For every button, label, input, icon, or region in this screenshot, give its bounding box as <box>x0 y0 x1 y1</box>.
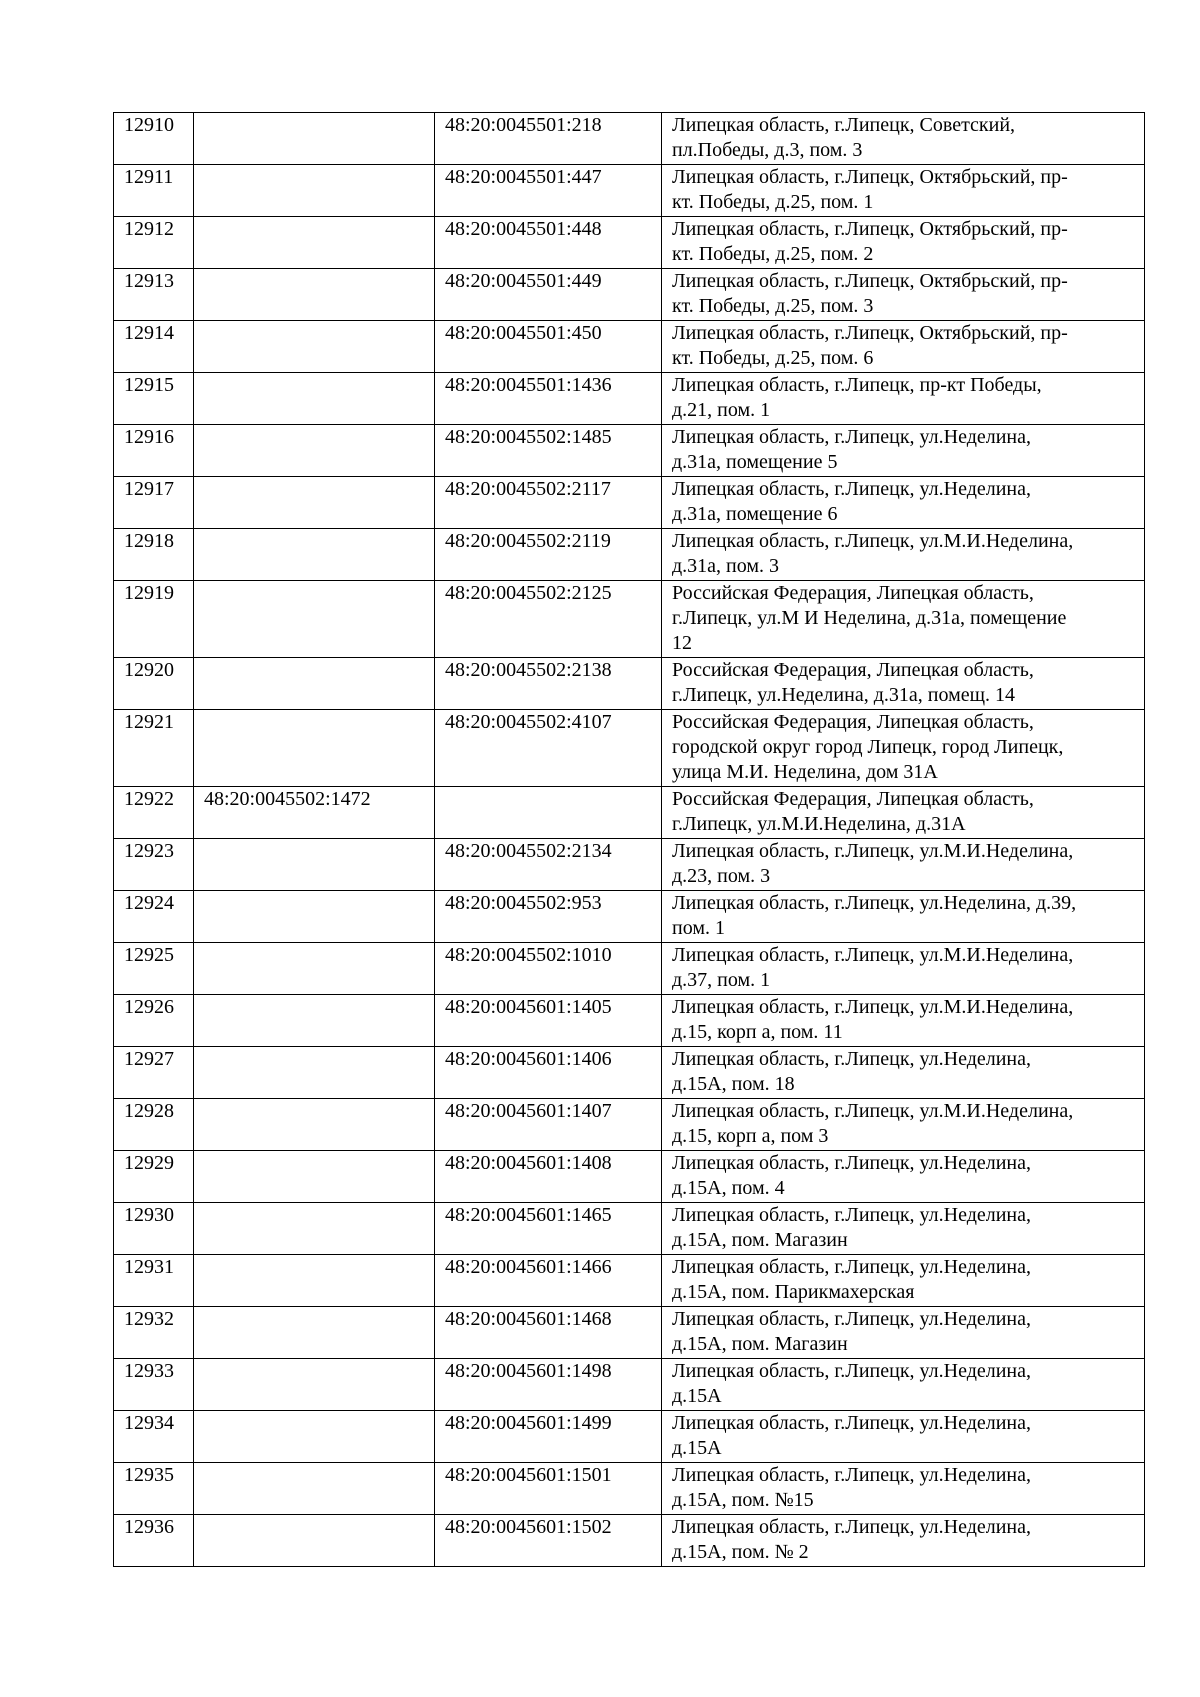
land-cadastral-number-cell: 48:20:0045502:1472 <box>194 787 435 839</box>
row-number-cell: 12913 <box>114 269 194 321</box>
table-row <box>114 269 1145 321</box>
object-cadastral-number-cell: 48:20:0045601:1466 <box>435 1255 662 1307</box>
cadastral-registry-table <box>113 112 1145 1567</box>
object-cadastral-number-cell: 48:20:0045601:1407 <box>435 1099 662 1151</box>
address-cell: Липецкая область, г.Липецк, ул.Неделина, д.15А <box>662 1359 1145 1411</box>
row-number-cell: 12916 <box>114 425 194 477</box>
land-cadastral-number-cell <box>194 581 435 658</box>
object-cadastral-number-cell: 48:20:0045501:448 <box>435 217 662 269</box>
land-cadastral-number-cell <box>194 1099 435 1151</box>
table-row <box>114 995 1145 1047</box>
land-cadastral-number-cell <box>194 165 435 217</box>
table-row <box>114 477 1145 529</box>
object-cadastral-number-cell: 48:20:0045501:447 <box>435 165 662 217</box>
object-cadastral-number-cell: 48:20:0045601:1465 <box>435 1203 662 1255</box>
row-number-cell: 12918 <box>114 529 194 581</box>
object-cadastral-number-cell: 48:20:0045502:2119 <box>435 529 662 581</box>
row-number-cell: 12930 <box>114 1203 194 1255</box>
table-row <box>114 1463 1145 1515</box>
row-number-cell: 12924 <box>114 891 194 943</box>
object-cadastral-number-cell: 48:20:0045501:1436 <box>435 373 662 425</box>
address-cell: Российская Федерация, Липецкая область, г.Липецк, ул.М И Неделина, д.31а, помещение 12 <box>662 581 1145 658</box>
land-cadastral-number-cell <box>194 839 435 891</box>
address-cell: Липецкая область, г.Липецк, ул.М.И.Неделина, д.31а, пом. 3 <box>662 529 1145 581</box>
object-cadastral-number-cell: 48:20:0045601:1499 <box>435 1411 662 1463</box>
table-row <box>114 710 1145 787</box>
row-number-cell: 12923 <box>114 839 194 891</box>
row-number-cell: 12920 <box>114 658 194 710</box>
address-cell: Липецкая область, г.Липецк, ул.Неделина, д.39, пом. 1 <box>662 891 1145 943</box>
land-cadastral-number-cell <box>194 269 435 321</box>
object-cadastral-number-cell: 48:20:0045601:1468 <box>435 1307 662 1359</box>
object-cadastral-number-cell: 48:20:0045502:2125 <box>435 581 662 658</box>
table-row <box>114 943 1145 995</box>
table-row <box>114 321 1145 373</box>
address-cell: Липецкая область, г.Липецк, ул.М.И.Неделина, д.37, пом. 1 <box>662 943 1145 995</box>
table-row <box>114 373 1145 425</box>
row-number-cell: 12936 <box>114 1515 194 1567</box>
table-row <box>114 581 1145 658</box>
row-number-cell: 12919 <box>114 581 194 658</box>
address-cell: Липецкая область, г.Липецк, Октябрьский, пр- кт. Победы, д.25, пом. 1 <box>662 165 1145 217</box>
address-cell: Липецкая область, г.Липецк, Октябрьский, пр- кт. Победы, д.25, пом. 6 <box>662 321 1145 373</box>
table-row <box>114 425 1145 477</box>
table-row <box>114 165 1145 217</box>
address-cell: Липецкая область, г.Липецк, ул.Неделина, д.15А, пом. № 2 <box>662 1515 1145 1567</box>
row-number-cell: 12914 <box>114 321 194 373</box>
table-row <box>114 217 1145 269</box>
land-cadastral-number-cell <box>194 1203 435 1255</box>
address-cell: Липецкая область, г.Липецк, ул.Неделина, д.15А, пом. Магазин <box>662 1203 1145 1255</box>
land-cadastral-number-cell <box>194 710 435 787</box>
object-cadastral-number-cell: 48:20:0045502:1485 <box>435 425 662 477</box>
table-row <box>114 839 1145 891</box>
address-cell: Липецкая область, г.Липецк, ул.М.И.Неделина, д.15, корп а, пом. 11 <box>662 995 1145 1047</box>
row-number-cell: 12928 <box>114 1099 194 1151</box>
land-cadastral-number-cell <box>194 373 435 425</box>
row-number-cell: 12915 <box>114 373 194 425</box>
land-cadastral-number-cell <box>194 1307 435 1359</box>
row-number-cell: 12922 <box>114 787 194 839</box>
address-cell: Липецкая область, г.Липецк, Советский, пл.Победы, д.3, пом. 3 <box>662 113 1145 165</box>
land-cadastral-number-cell <box>194 1151 435 1203</box>
object-cadastral-number-cell: 48:20:0045502:2117 <box>435 477 662 529</box>
table-body <box>114 113 1145 1567</box>
object-cadastral-number-cell: 48:20:0045502:2138 <box>435 658 662 710</box>
address-cell: Липецкая область, г.Липецк, пр-кт Победы, д.21, пом. 1 <box>662 373 1145 425</box>
land-cadastral-number-cell <box>194 1359 435 1411</box>
row-number-cell: 12931 <box>114 1255 194 1307</box>
address-cell: Липецкая область, г.Липецк, ул.М.И.Неделина, д.15, корп а, пом 3 <box>662 1099 1145 1151</box>
object-cadastral-number-cell: 48:20:0045502:2134 <box>435 839 662 891</box>
table-row <box>114 1151 1145 1203</box>
address-cell: Липецкая область, г.Липецк, ул.Неделина, д.31а, помещение 6 <box>662 477 1145 529</box>
land-cadastral-number-cell <box>194 1463 435 1515</box>
table-row <box>114 1203 1145 1255</box>
land-cadastral-number-cell <box>194 1255 435 1307</box>
land-cadastral-number-cell <box>194 943 435 995</box>
row-number-cell: 12921 <box>114 710 194 787</box>
row-number-cell: 12912 <box>114 217 194 269</box>
object-cadastral-number-cell: 48:20:0045601:1502 <box>435 1515 662 1567</box>
land-cadastral-number-cell <box>194 995 435 1047</box>
table-row <box>114 1255 1145 1307</box>
address-cell: Липецкая область, г.Липецк, Октябрьский, пр- кт. Победы, д.25, пом. 3 <box>662 269 1145 321</box>
row-number-cell: 12926 <box>114 995 194 1047</box>
land-cadastral-number-cell <box>194 1411 435 1463</box>
table-row <box>114 891 1145 943</box>
land-cadastral-number-cell <box>194 658 435 710</box>
address-cell: Липецкая область, г.Липецк, ул.Неделина, д.15А, пом. Парикмахерская <box>662 1255 1145 1307</box>
row-number-cell: 12927 <box>114 1047 194 1099</box>
address-cell: Российская Федерация, Липецкая область, городской округ город Липецк, город Липецк, улица М.И. Неделина, дом 31А <box>662 710 1145 787</box>
table-row <box>114 529 1145 581</box>
address-cell: Липецкая область, г.Липецк, ул.Неделина, д.31а, помещение 5 <box>662 425 1145 477</box>
object-cadastral-number-cell: 48:20:0045502:4107 <box>435 710 662 787</box>
land-cadastral-number-cell <box>194 477 435 529</box>
land-cadastral-number-cell <box>194 529 435 581</box>
object-cadastral-number-cell: 48:20:0045601:1406 <box>435 1047 662 1099</box>
row-number-cell: 12935 <box>114 1463 194 1515</box>
row-number-cell: 12932 <box>114 1307 194 1359</box>
land-cadastral-number-cell <box>194 1515 435 1567</box>
object-cadastral-number-cell: 48:20:0045601:1405 <box>435 995 662 1047</box>
table-row <box>114 1099 1145 1151</box>
row-number-cell: 12925 <box>114 943 194 995</box>
object-cadastral-number-cell <box>435 787 662 839</box>
address-cell: Российская Федерация, Липецкая область, г.Липецк, ул.М.И.Неделина, д.31А <box>662 787 1145 839</box>
address-cell: Липецкая область, г.Липецк, ул.М.И.Неделина, д.23, пом. 3 <box>662 839 1145 891</box>
table-row <box>114 1411 1145 1463</box>
object-cadastral-number-cell: 48:20:0045501:449 <box>435 269 662 321</box>
row-number-cell: 12911 <box>114 165 194 217</box>
object-cadastral-number-cell: 48:20:0045601:1498 <box>435 1359 662 1411</box>
table-row <box>114 787 1145 839</box>
table-row <box>114 658 1145 710</box>
table-row <box>114 1047 1145 1099</box>
land-cadastral-number-cell <box>194 891 435 943</box>
object-cadastral-number-cell: 48:20:0045601:1501 <box>435 1463 662 1515</box>
land-cadastral-number-cell <box>194 425 435 477</box>
table-row <box>114 1515 1145 1567</box>
address-cell: Липецкая область, г.Липецк, ул.Неделина, д.15А, пом. 4 <box>662 1151 1145 1203</box>
table-row <box>114 113 1145 165</box>
object-cadastral-number-cell: 48:20:0045502:953 <box>435 891 662 943</box>
row-number-cell: 12933 <box>114 1359 194 1411</box>
address-cell: Липецкая область, г.Липецк, ул.Неделина, д.15А, пом. Магазин <box>662 1307 1145 1359</box>
object-cadastral-number-cell: 48:20:0045601:1408 <box>435 1151 662 1203</box>
land-cadastral-number-cell <box>194 1047 435 1099</box>
row-number-cell: 12910 <box>114 113 194 165</box>
address-cell: Липецкая область, г.Липецк, ул.Неделина, д.15А, пом. №15 <box>662 1463 1145 1515</box>
address-cell: Липецкая область, г.Липецк, Октябрьский, пр- кт. Победы, д.25, пом. 2 <box>662 217 1145 269</box>
table-row <box>114 1307 1145 1359</box>
address-cell: Липецкая область, г.Липецк, ул.Неделина, д.15А <box>662 1411 1145 1463</box>
object-cadastral-number-cell: 48:20:0045501:218 <box>435 113 662 165</box>
object-cadastral-number-cell: 48:20:0045501:450 <box>435 321 662 373</box>
address-cell: Российская Федерация, Липецкая область, г.Липецк, ул.Неделина, д.31а, помещ. 14 <box>662 658 1145 710</box>
row-number-cell: 12929 <box>114 1151 194 1203</box>
address-cell: Липецкая область, г.Липецк, ул.Неделина, д.15А, пом. 18 <box>662 1047 1145 1099</box>
land-cadastral-number-cell <box>194 113 435 165</box>
land-cadastral-number-cell <box>194 321 435 373</box>
table-row <box>114 1359 1145 1411</box>
object-cadastral-number-cell: 48:20:0045502:1010 <box>435 943 662 995</box>
land-cadastral-number-cell <box>194 217 435 269</box>
row-number-cell: 12917 <box>114 477 194 529</box>
row-number-cell: 12934 <box>114 1411 194 1463</box>
